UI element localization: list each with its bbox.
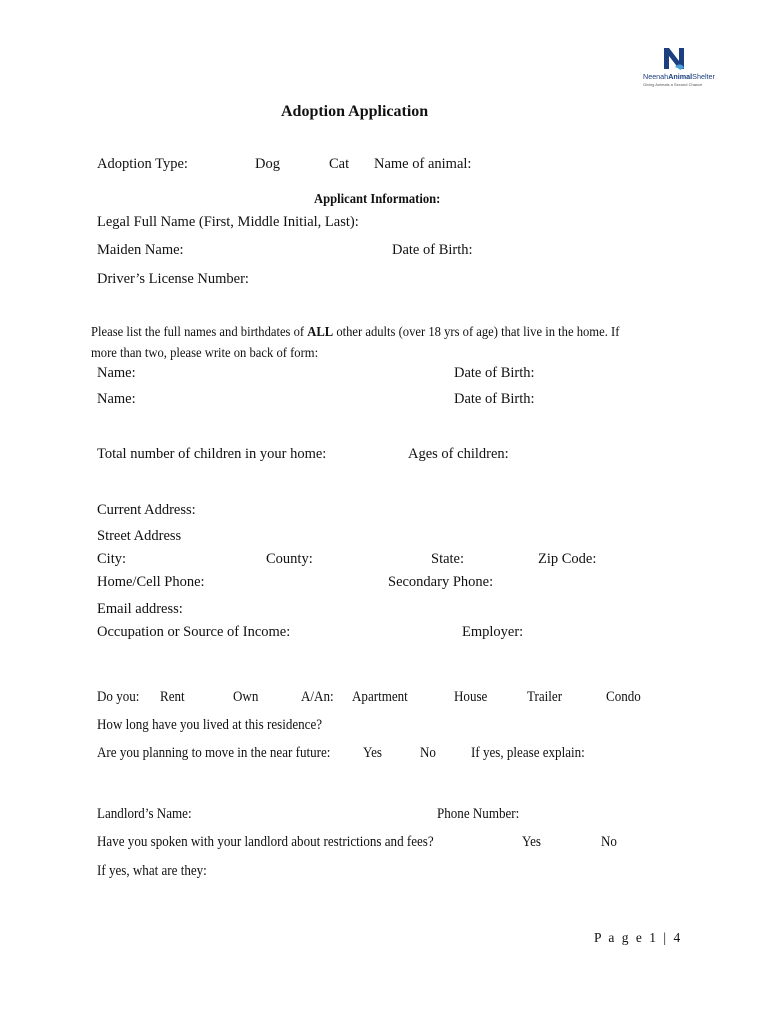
adult-dob-2-label: Date of Birth:	[454, 391, 535, 407]
residence-option-condo[interactable]: Condo	[606, 689, 641, 705]
landlord-restrictions-label: If yes, what are they:	[97, 863, 207, 879]
dob-label: Date of Birth:	[392, 242, 473, 258]
logo-name: NeenahAnimalShelter	[643, 72, 715, 81]
county-label: County:	[266, 551, 313, 567]
residence-option-house[interactable]: House	[454, 689, 488, 705]
adults-instr-pre: Please list the full names and birthdates of	[91, 325, 305, 340]
license-label: Driver’s License Number:	[97, 271, 249, 287]
occupation-label: Occupation or Source of Income:	[97, 624, 291, 640]
adoption-option-dog[interactable]: Dog	[255, 156, 280, 172]
page-number: P a g e 1 | 4	[594, 930, 683, 945]
adult-name-1-label: Name:	[97, 365, 136, 381]
residence-option-trailer[interactable]: Trailer	[527, 689, 563, 705]
maiden-name-label: Maiden Name:	[97, 242, 184, 258]
secondary-phone-label: Secondary Phone:	[388, 574, 494, 590]
city-label: City:	[97, 551, 127, 567]
planning-move-label: Are you planning to move in the near future:	[97, 745, 331, 761]
landlord-option-yes[interactable]: Yes	[522, 834, 541, 850]
shelter-logo	[642, 45, 715, 91]
a-an-label: A/An:	[301, 689, 334, 705]
landlord-spoken-label: Have you spoken with your landlord about restrictions and fees?	[97, 834, 434, 850]
form-title: Adoption Application	[281, 103, 429, 120]
state-label: State:	[431, 551, 465, 567]
adults-instr-post: other adults (over 18 yrs of age) that live in the home. If	[336, 325, 620, 340]
animal-name-label: Name of animal:	[374, 156, 472, 172]
legal-name-label: Legal Full Name (First, Middle Initial, Last):	[97, 214, 359, 230]
move-option-yes[interactable]: Yes	[363, 745, 382, 761]
street-address-label: Street Address	[97, 528, 182, 544]
residence-option-apartment[interactable]: Apartment	[352, 689, 408, 705]
how-long-label: How long have you lived at this residence?	[97, 717, 323, 733]
move-explain-label: If yes, please explain:	[471, 745, 585, 761]
landlord-name-label: Landlord’s Name:	[97, 806, 192, 822]
adult-name-2-label: Name:	[97, 391, 136, 407]
employer-label: Employer:	[462, 624, 524, 640]
current-address-label: Current Address:	[97, 502, 196, 518]
move-option-no[interactable]: No	[420, 745, 436, 761]
adoption-option-cat[interactable]: Cat	[329, 156, 350, 172]
zip-code-label: Zip Code:	[538, 551, 597, 567]
adoption-type-label: Adoption Type:	[97, 156, 188, 172]
landlord-option-no[interactable]: No	[601, 834, 617, 850]
residence-option-rent[interactable]: Rent	[160, 689, 185, 705]
children-ages-label: Ages of children:	[408, 446, 509, 462]
logo-n-mark-icon	[664, 48, 684, 70]
do-you-label: Do you:	[97, 689, 140, 705]
logo-tagline: Giving Animals a Second Chance	[643, 82, 703, 87]
adults-instr-line2: more than two, please write on back of form:	[91, 346, 319, 361]
adult-dob-1-label: Date of Birth:	[454, 365, 535, 381]
children-total-label: Total number of children in your home:	[97, 446, 327, 462]
adults-instructions	[91, 322, 631, 364]
adults-instr-bold: ALL	[307, 325, 334, 340]
residence-option-own[interactable]: Own	[233, 689, 259, 705]
landlord-phone-label: Phone Number:	[437, 806, 520, 822]
home-phone-label: Home/Cell Phone:	[97, 574, 205, 590]
email-label: Email address:	[97, 601, 183, 617]
applicant-info-heading: Applicant Information:	[314, 192, 441, 207]
